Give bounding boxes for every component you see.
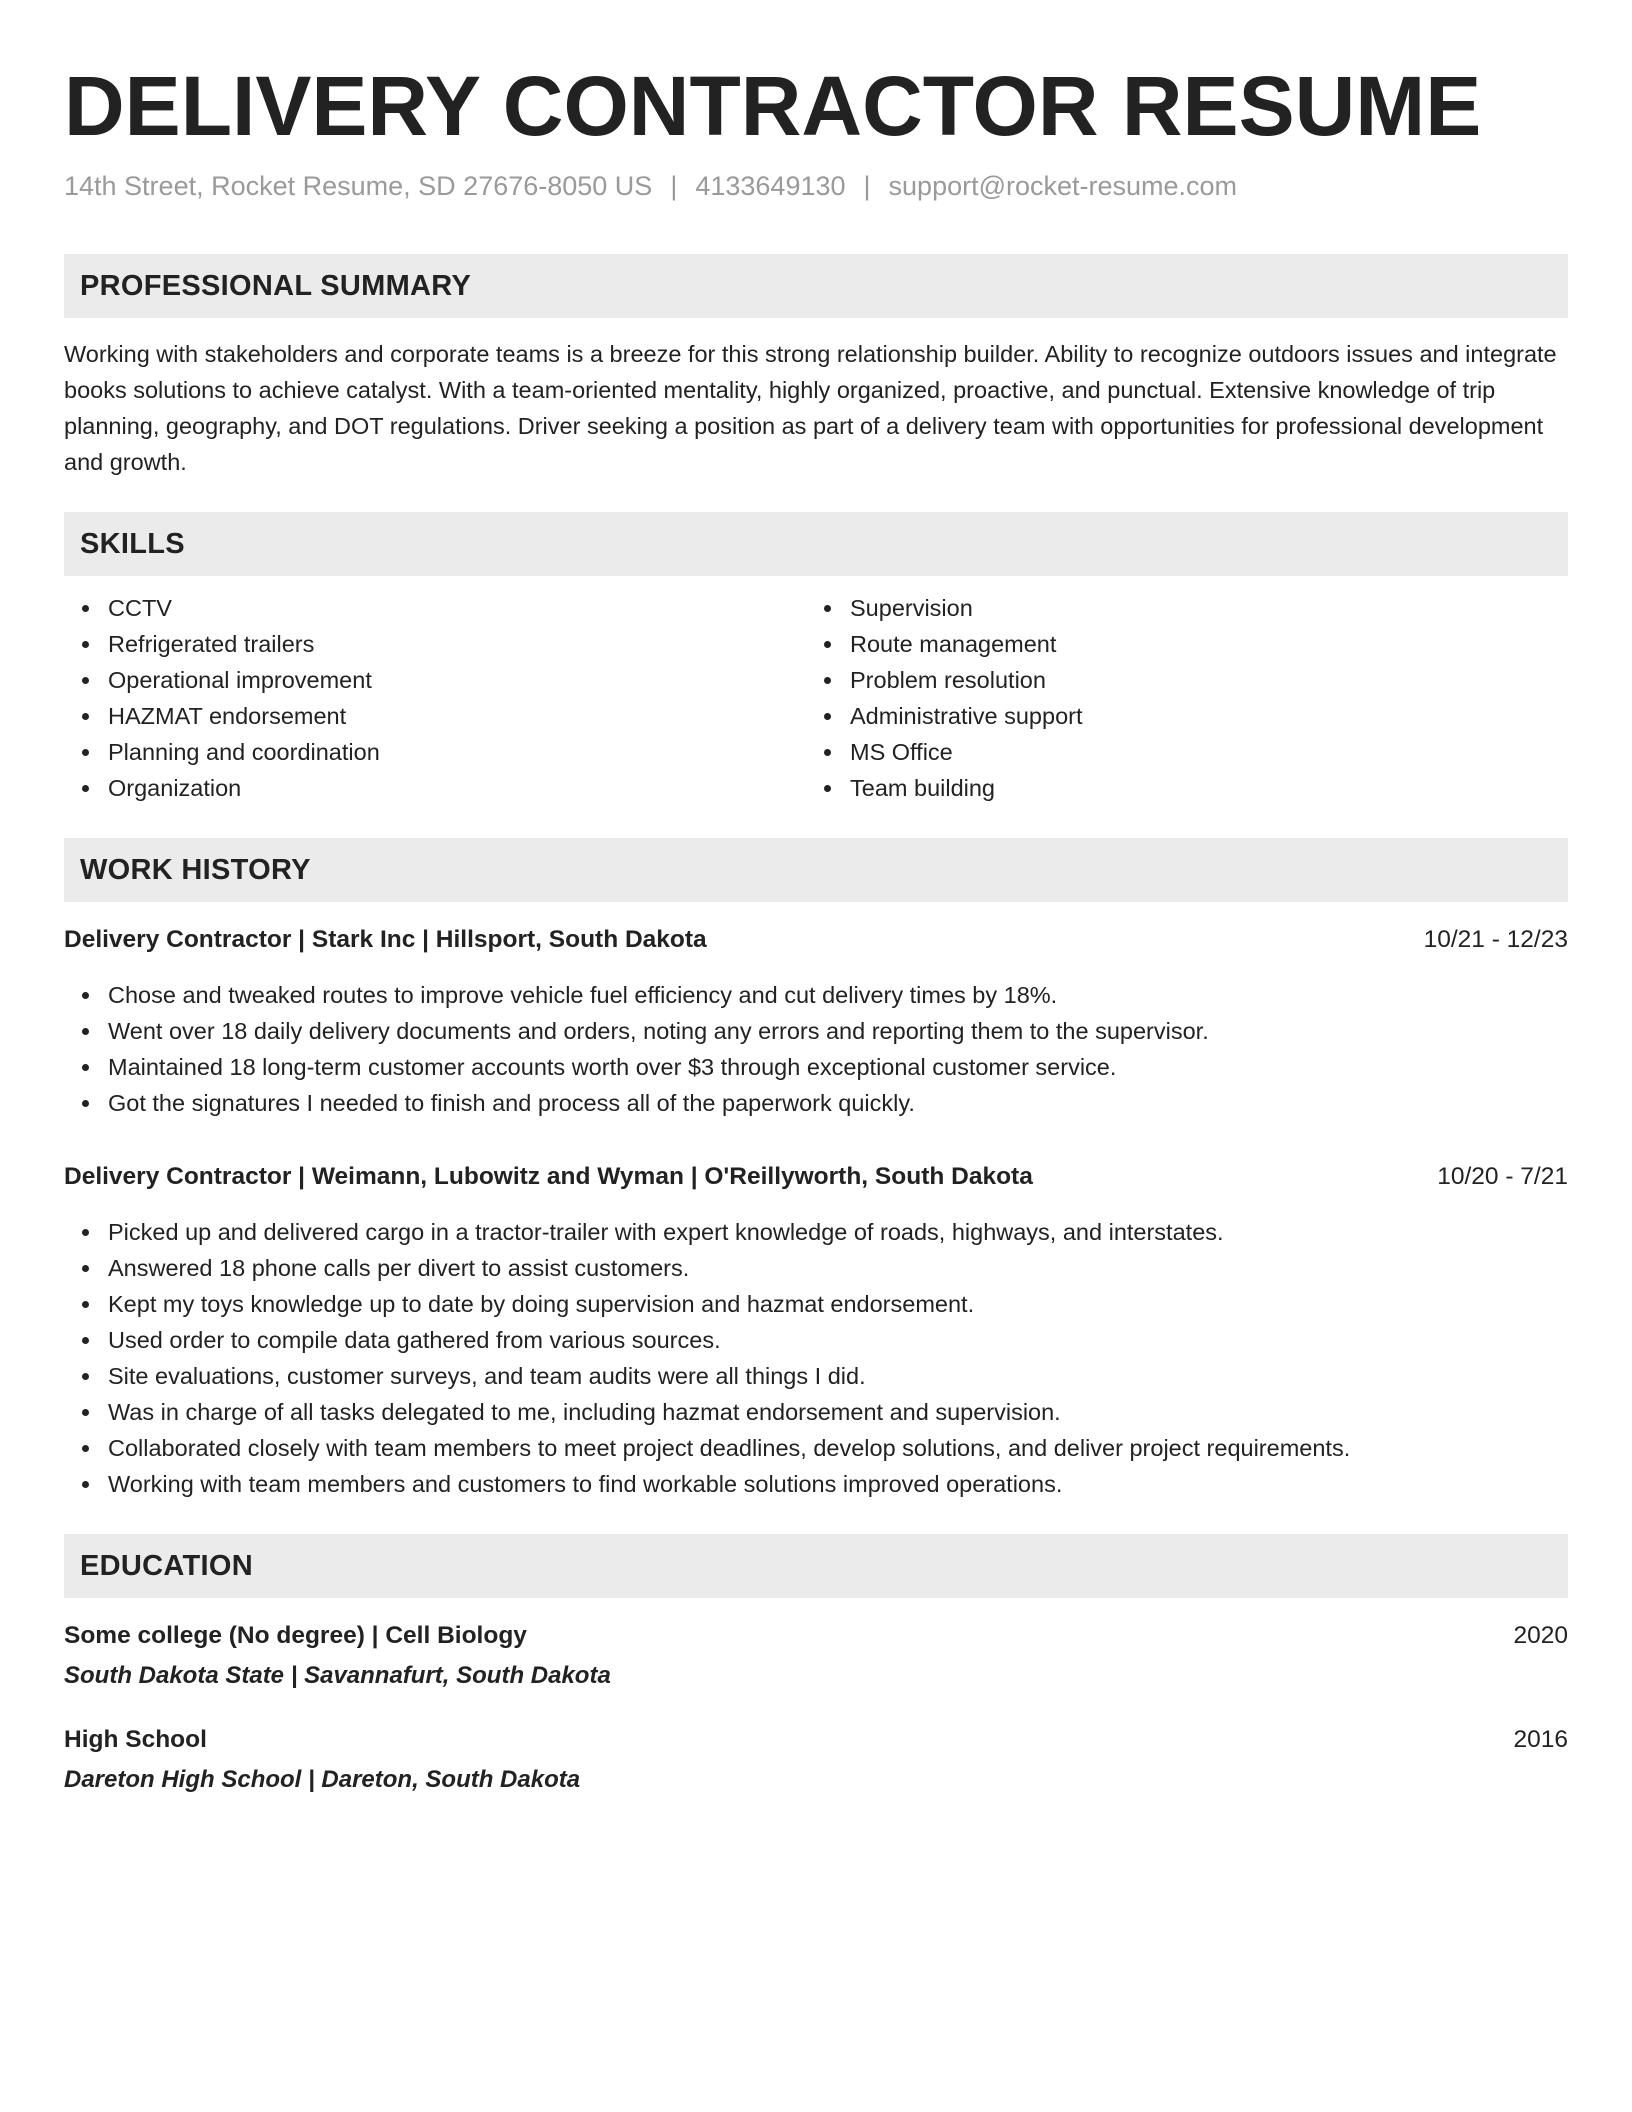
job-bullets: [64, 977, 1568, 1121]
summary-text: Working with stakeholders and corporate teams is a breeze for this strong relationship builder. Ability to recognize outdoors issues and integrate books solutions to achieve catalyst. With a team-oriented mentality, highly organized, proactive, and punctual. Extensive knowledge of trip planning, geography, and DOT regulations. Driver seeking a position as part of a delivery team with opportunities for professional development and growth.: [64, 341, 1557, 475]
job-entry: [64, 922, 1568, 1121]
job-title: Delivery Contractor | Stark Inc | Hillsport, South Dakota: [64, 926, 707, 953]
education-year: 2016: [1513, 1726, 1568, 1753]
job-bullet: Maintained 18 long-term customer accounts worth over $3 through exceptional customer service.: [108, 1049, 1568, 1085]
skill-item: HAZMAT endorsement: [108, 698, 806, 734]
skill-item: Operational improvement: [108, 662, 806, 698]
job-bullet: Chose and tweaked routes to improve vehicle fuel efficiency and cut delivery times by 18%.: [108, 977, 1568, 1013]
skills-grid: [64, 590, 1568, 806]
education-degree: Some college (No degree) | Cell Biology: [64, 1622, 527, 1649]
job-bullets: [64, 1214, 1568, 1502]
resume-title: DELIVERY CONTRACTOR RESUME: [64, 59, 1482, 153]
job-bullet: Collaborated closely with team members to meet project deadlines, develop solutions, and deliver project requirements.: [108, 1430, 1568, 1466]
work-section-header: WORK HISTORY: [64, 838, 1568, 902]
job-bullet: Site evaluations, customer surveys, and team audits were all things I did.: [108, 1358, 1568, 1394]
skill-item: Refrigerated trailers: [108, 626, 806, 662]
skill-item: Team building: [850, 770, 1548, 806]
job-bullet: Got the signatures I needed to finish and process all of the paperwork quickly.: [108, 1085, 1568, 1121]
skill-item: Organization: [108, 770, 806, 806]
contact-phone: 4133649130: [695, 171, 846, 201]
resume-page: [64, 56, 1568, 1798]
contact-email: support@rocket-resume.com: [888, 171, 1238, 201]
job-dates: 10/20 - 7/21: [1437, 1163, 1568, 1190]
skill-item: Problem resolution: [850, 662, 1548, 698]
skills-column-left: [64, 590, 806, 806]
job-entry: [64, 1159, 1568, 1502]
skills-section-header: SKILLS: [64, 512, 1568, 576]
skill-item: Administrative support: [850, 698, 1548, 734]
education-school: Dareton High School | Dareton, South Dakota: [64, 1766, 581, 1793]
job-bullet: Used order to compile data gathered from various sources.: [108, 1322, 1568, 1358]
job-bullet: Was in charge of all tasks delegated to me, including hazmat endorsement and supervision.: [108, 1394, 1568, 1430]
job-header: [64, 922, 1568, 958]
job-header: [64, 1159, 1568, 1195]
job-bullet: Working with team members and customers to find workable solutions improved operations.: [108, 1466, 1568, 1502]
job-title: Delivery Contractor | Weimann, Lubowitz and Wyman | O'Reillyworth, South Dakota: [64, 1163, 1033, 1190]
job-dates: 10/21 - 12/23: [1423, 926, 1568, 953]
contact-separator: |: [670, 171, 678, 201]
skill-item: CCTV: [108, 590, 806, 626]
skills-column-right: [806, 590, 1548, 806]
skill-item: Route management: [850, 626, 1548, 662]
education-degree: High School: [64, 1726, 207, 1753]
skill-item: MS Office: [850, 734, 1548, 770]
education-entry: [64, 1618, 1568, 1694]
job-bullet: Picked up and delivered cargo in a tractor-trailer with expert knowledge of roads, highways, and interstates.: [108, 1214, 1568, 1250]
education-entry: [64, 1722, 1568, 1798]
contact-line: [64, 168, 1568, 204]
education-school: South Dakota State | Savannafurt, South Dakota: [64, 1662, 611, 1689]
education-header: [64, 1618, 1568, 1654]
skill-item: Planning and coordination: [108, 734, 806, 770]
job-bullet: Went over 18 daily delivery documents and orders, noting any errors and reporting them to the supervisor.: [108, 1013, 1568, 1049]
job-bullet: Kept my toys knowledge up to date by doing supervision and hazmat endorsement.: [108, 1286, 1568, 1322]
education-year: 2020: [1513, 1622, 1568, 1649]
contact-address: 14th Street, Rocket Resume, SD 27676-8050 US: [64, 171, 653, 201]
job-bullet: Answered 18 phone calls per divert to assist customers.: [108, 1250, 1568, 1286]
skill-item: Supervision: [850, 590, 1548, 626]
summary-section-header: PROFESSIONAL SUMMARY: [64, 254, 1568, 318]
education-section-header: EDUCATION: [64, 1534, 1568, 1598]
contact-separator: |: [863, 171, 871, 201]
education-header: [64, 1722, 1568, 1758]
